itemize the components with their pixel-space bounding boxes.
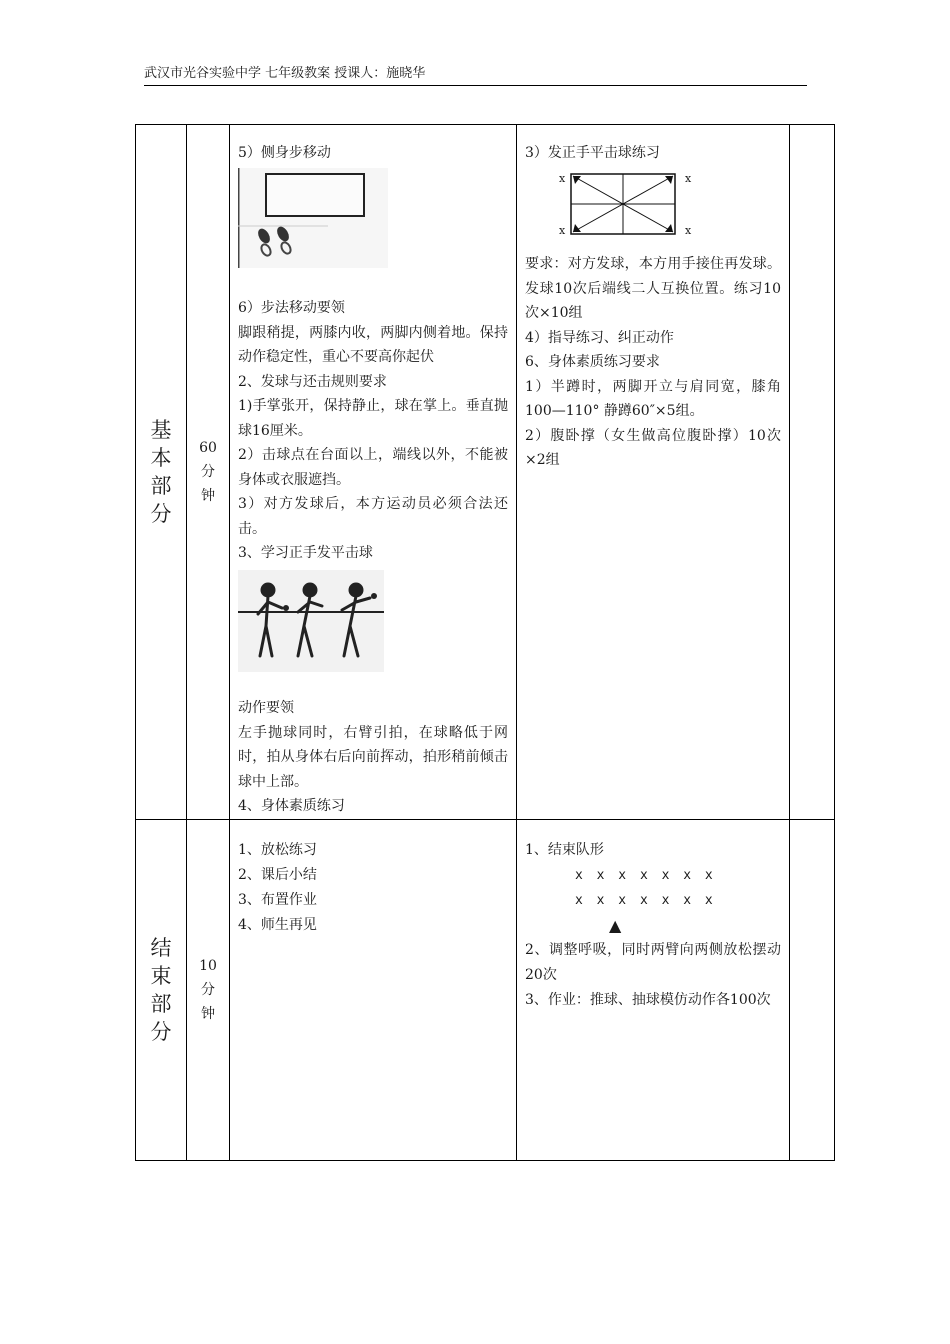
forehand-serve-figure — [238, 568, 508, 681]
paragraph: 2）腹卧撑（女生做高位腹卧撑）10次×2组 — [525, 427, 781, 468]
section-label-end — [136, 819, 187, 1160]
paragraph: 要求：对方发球，本方用手接住再发球。发球10次后端线二人互换位置。练习10次×10组 — [525, 256, 781, 321]
paragraph: 3、学习正手发平击球 — [238, 545, 373, 561]
court-mark: x — [685, 223, 692, 237]
paragraph: 2、调整呼吸，同时两臂向两侧放松摆动20次 — [525, 941, 781, 983]
court-mark: x — [685, 171, 692, 185]
basic-section-row — [136, 125, 835, 820]
section-label-char: 分 — [150, 1019, 172, 1044]
paragraph: 脚跟稍提，两膝内收，两脚内侧着地。保持动作稳定性，重心不要高你起伏 — [238, 324, 508, 365]
paragraph: 3、作业：推球、抽球模仿动作各100次 — [525, 991, 771, 1008]
list-item: 4、师生再见 — [238, 916, 317, 933]
section-label-char: 基 — [150, 417, 172, 442]
paragraph: 3）对方发球后，本方运动员必须合法还击。 — [238, 496, 508, 537]
lesson-table — [135, 124, 835, 1161]
paragraph: 动作要领 — [238, 700, 294, 716]
court-mark: x — [559, 223, 566, 237]
court-mark: x — [559, 171, 566, 185]
paragraph: 6）步法移动要领 — [238, 300, 345, 316]
teacher-position-triangle-icon: ▲ — [609, 915, 622, 935]
section-label-char: 部 — [150, 991, 172, 1016]
sidestep-diagram — [238, 168, 508, 277]
basic-organization-content — [517, 125, 790, 820]
end-teaching-content — [230, 819, 517, 1160]
page-header: 武汉市光谷实验中学 七年级教案 授课人：施晓华 — [144, 64, 807, 86]
basic-teaching-content — [230, 125, 517, 820]
paragraph: 1、结束队形 — [525, 841, 604, 858]
end-section-row — [136, 819, 835, 1160]
formation-row: x x x x x x x — [575, 892, 716, 908]
paragraph: 6、身体素质练习要求 — [525, 354, 660, 370]
paragraph: 左手抛球同时，右臂引拍，在球略低于网时，拍从身体右后向前挥动，拍形稍前倾击球中上部。 — [238, 724, 508, 790]
section-label-char: 本 — [150, 445, 172, 470]
list-item: 3、布置作业 — [238, 891, 317, 908]
paragraph: 2、发球与还击规则要求 — [238, 373, 387, 390]
time-value: 60 — [199, 439, 217, 456]
paragraph: 3）发正手平击球练习 — [525, 145, 660, 161]
time-basic — [187, 125, 230, 820]
paragraph: 5）侧身步移动 — [238, 145, 331, 161]
section-label-char: 分 — [150, 501, 172, 526]
section-label-char: 部 — [150, 473, 172, 498]
time-value: 10 — [199, 957, 217, 974]
paragraph: 1)手掌张开，保持静止，球在掌上。垂直抛球16厘米。 — [238, 398, 508, 439]
notes-cell — [790, 819, 835, 1160]
time-end — [187, 819, 230, 1160]
paragraph: 4、身体素质练习 — [238, 798, 345, 814]
section-label-basic — [136, 125, 187, 820]
paragraph: 2）击球点在台面以上，端线以外，不能被身体或衣服遮挡。 — [238, 447, 508, 488]
time-unit: 钟 — [201, 487, 215, 504]
end-organization-content — [517, 819, 790, 1160]
formation-row: x x x x x x x — [575, 867, 716, 883]
list-item: 1、放松练习 — [238, 841, 317, 858]
serve-practice-court-diagram — [525, 168, 781, 249]
time-unit: 分 — [201, 981, 215, 998]
paragraph: 4）指导练习、纠正动作 — [525, 329, 674, 346]
paragraph: 1）半蹲时，两脚开立与肩同宽，膝角100—110° 静蹲60″×5组。 — [525, 378, 781, 419]
section-label-char: 束 — [150, 963, 172, 988]
section-label-char: 结 — [150, 935, 172, 960]
list-item: 2、课后小结 — [238, 866, 317, 883]
time-unit: 分 — [201, 463, 215, 480]
notes-cell — [790, 125, 835, 820]
time-unit: 钟 — [201, 1005, 215, 1022]
